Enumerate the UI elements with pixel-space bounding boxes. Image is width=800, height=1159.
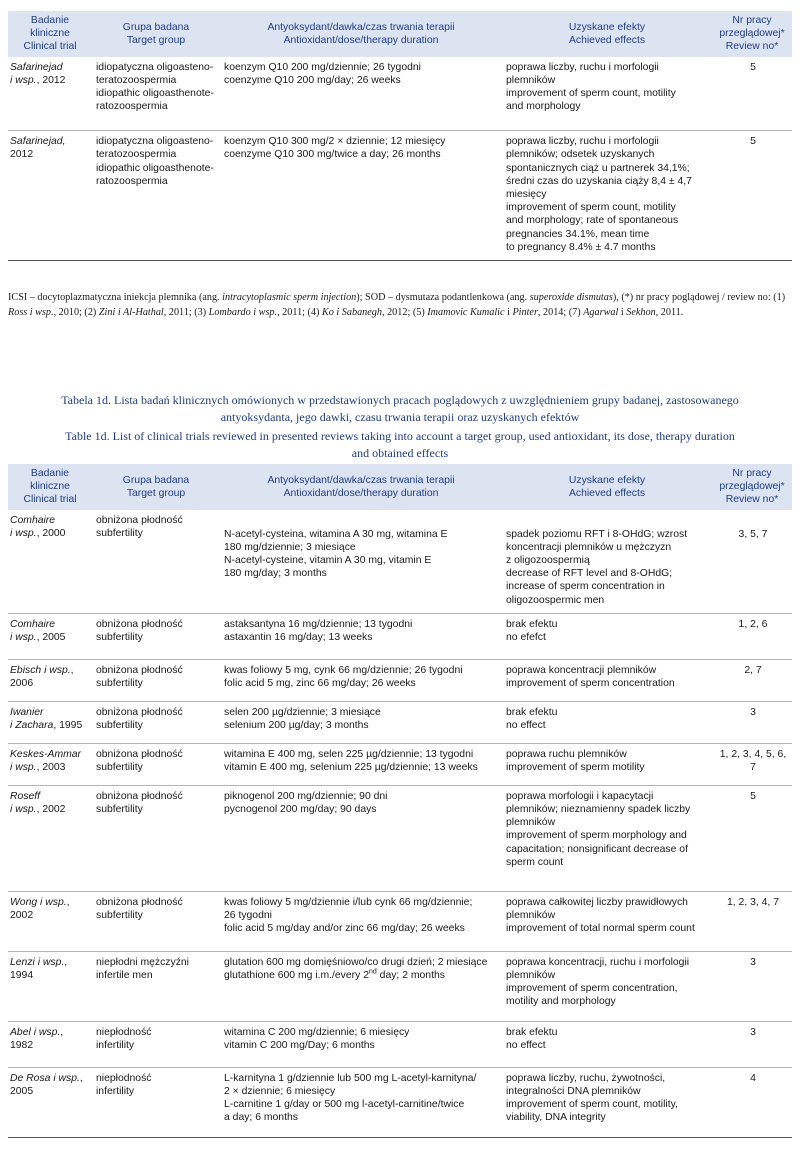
- review-cell: 5: [712, 57, 792, 131]
- header-study: Badanie kliniczne Clinical trial: [8, 11, 92, 57]
- table-row: [8, 1021, 792, 1067]
- group-cell: obniżona płodność subfertility: [92, 659, 220, 701]
- table-footnote: ICSI – docytoplazmatyczna iniekcja plemnika (ang. intracytoplasmic sperm injection); SOD – dysmutaza podantlenkowa (ang. superoxide dismutas), (*) nr pracy poglądowej / review no: (1) Ross i wsp., 2010; (2) Zini i Al-Hathal, 2011; (3) Lombardo i wsp., 2011; (4) Ko i Sabanegh, 2012; (5) Imamovic Kumalic i Pinter, 2014; (7) Agarwal i Sekhon, 2011.: [8, 292, 786, 318]
- table-caption-polish: Tabela 1d. Lista badań klinicznych omówionych w przedstawionych pracach poglądowych z uwzględnieniem grupy badanej, zastosowanego antyoksydanta, jego dawki, czasu trwania terapii oraz uzyskanych efektów: [61, 393, 739, 424]
- study-cell: Comhaire i wsp., 2000: [8, 510, 92, 614]
- review-cell: 4: [712, 1067, 792, 1137]
- review-cell: 1, 2, 3, 4, 5, 6, 7: [712, 743, 792, 785]
- header-antioxidant: Antyoksydant/dawka/czas trwania terapii Antioxidant/dose/therapy duration: [220, 11, 502, 57]
- study-cell: Keskes-Ammar i wsp., 2003: [8, 743, 92, 785]
- review-cell: 5: [712, 785, 792, 891]
- clinical-trials-table-continued: [8, 11, 792, 261]
- antioxidant-cell: L-karnityna 1 g/dziennie lub 500 mg L-acetyl-karnityna/ 2 × dziennie; 6 miesięcy L-carnitine 1 g/day or 500 mg l-acetyl-carnitine/twice a day; 6 months: [220, 1067, 502, 1137]
- header-effects: Uzyskane efekty Achieved effects: [502, 464, 712, 510]
- effects-cell: brak efektu no effect: [502, 1021, 712, 1067]
- table-row: [8, 510, 792, 614]
- review-cell: 3: [712, 1021, 792, 1067]
- study-cell: Safarinejad, 2012: [8, 131, 92, 261]
- effects-cell: poprawa liczby, ruchu i morfologii plemników improvement of sperm count, motility and morphology: [502, 57, 712, 131]
- antioxidant-cell: selen 200 µg/dziennie; 3 miesiące selenium 200 µg/day; 3 months: [220, 701, 502, 743]
- group-cell: obniżona płodność subfertility: [92, 510, 220, 614]
- study-cell: De Rosa i wsp., 2005: [8, 1067, 92, 1137]
- study-cell: Lenzi i wsp., 1994: [8, 951, 92, 1021]
- table-row: [8, 1067, 792, 1137]
- group-cell: obniżona płodność subfertility: [92, 743, 220, 785]
- effects-cell: poprawa ruchu plemników improvement of sperm motility: [502, 743, 712, 785]
- antioxidant-cell: N-acetyl-cysteina, witamina A 30 mg, witamina E 180 mg/dziennie; 3 miesiące N-acetyl-cysteine, vitamin A 30 mg, vitamin E 180 mg/day; 3 months: [220, 510, 502, 614]
- antioxidant-cell: glutation 600 mg domięśniowo/co drugi dzień; 2 miesiące glutathione 600 mg i.m./every 2nd day; 2 months: [220, 951, 502, 1021]
- clinical-trials-table-1d: [8, 464, 792, 1138]
- group-cell: idiopatyczna oligoasteno- teratozoospermia idiopathic oligoasthenote- ratozoospermia: [92, 57, 220, 131]
- review-cell: 1, 2, 6: [712, 613, 792, 659]
- study-cell: Wong i wsp., 2002: [8, 891, 92, 951]
- effects-cell: poprawa liczby, ruchu, żywotności, integralności DNA plemników improvement of sperm count, motility, viability, DNA integrity: [502, 1067, 712, 1137]
- effects-cell: poprawa morfologii i kapacytacji plemników; nieznamienny spadek liczby plemników improvement of sperm morphology and capacitation; nonsignificant decrease of sperm count: [502, 785, 712, 891]
- table-row: [8, 57, 792, 131]
- review-cell: 5: [712, 131, 792, 261]
- effects-cell: poprawa całkowitej liczby prawidłowych plemników improvement of total normal sperm count: [502, 891, 712, 951]
- antioxidant-cell: witamina E 400 mg, selen 225 µg/dziennie; 13 tygodni vitamin E 400 mg, selenium 225 µg/dziennie; 13 weeks: [220, 743, 502, 785]
- group-cell: idiopatyczna oligoasteno- teratozoospermia idiopathic oligoasthenote- ratozoospermia: [92, 131, 220, 261]
- study-cell: Abel i wsp., 1982: [8, 1021, 92, 1067]
- effects-cell: poprawa koncentracji plemników improvement of sperm concentration: [502, 659, 712, 701]
- header-group: Grupa badana Target group: [92, 464, 220, 510]
- table-header-row: [8, 464, 792, 510]
- study-cell: Comhaire i wsp., 2005: [8, 613, 92, 659]
- group-cell: niepłodność infertility: [92, 1021, 220, 1067]
- table-header-row: [8, 11, 792, 57]
- study-cell: Ebisch i wsp., 2006: [8, 659, 92, 701]
- header-study: Badanie kliniczne Clinical trial: [8, 464, 92, 510]
- table-row: [8, 131, 792, 261]
- table-row: [8, 785, 792, 891]
- study-cell: Iwanier i Zachara, 1995: [8, 701, 92, 743]
- review-cell: 1, 2, 3, 4, 7: [712, 891, 792, 951]
- header-antioxidant: Antyoksydant/dawka/czas trwania terapii Antioxidant/dose/therapy duration: [220, 464, 502, 510]
- header-review: Nr pracy przeglądowej* Review no*: [712, 464, 792, 510]
- antioxidant-cell: piknogenol 200 mg/dziennie; 90 dni pycnogenol 200 mg/day; 90 days: [220, 785, 502, 891]
- table-row: [8, 613, 792, 659]
- group-cell: obniżona płodność subfertility: [92, 785, 220, 891]
- group-cell: niepłodność infertility: [92, 1067, 220, 1137]
- table-row: [8, 743, 792, 785]
- effects-cell: poprawa koncentracji, ruchu i morfologii plemników improvement of sperm concentration, motility and morphology: [502, 951, 712, 1021]
- study-cell: Roseff i wsp., 2002: [8, 785, 92, 891]
- antioxidant-cell: koenzym Q10 300 mg/2 × dziennie; 12 miesięcy coenzyme Q10 300 mg/twice a day; 26 months: [220, 131, 502, 261]
- antioxidant-cell: witamina C 200 mg/dziennie; 6 miesięcy vitamin C 200 mg/Day; 6 months: [220, 1021, 502, 1067]
- header-group: Grupa badana Target group: [92, 11, 220, 57]
- antioxidant-cell: koenzym Q10 200 mg/dziennie; 26 tygodni coenzyme Q10 200 mg/day; 26 weeks: [220, 57, 502, 131]
- group-cell: niepłodni mężczyźni infertile men: [92, 951, 220, 1021]
- review-cell: 3: [712, 701, 792, 743]
- antioxidant-cell: kwas foliowy 5 mg, cynk 66 mg/dziennie; 26 tygodni folic acid 5 mg, zinc 66 mg/day; 26 weeks: [220, 659, 502, 701]
- table-row: [8, 659, 792, 701]
- group-cell: obniżona płodność subfertility: [92, 891, 220, 951]
- header-review: Nr pracy przeglądowej* Review no*: [712, 11, 792, 57]
- antioxidant-cell: astaksantyna 16 mg/dziennie; 13 tygodni astaxantin 16 mg/day; 13 weeks: [220, 613, 502, 659]
- antioxidant-cell: kwas foliowy 5 mg/dziennie i/lub cynk 66 mg/dziennie; 26 tygodni folic acid 5 mg/day and/or zinc 66 mg/day; 26 weeks: [220, 891, 502, 951]
- header-effects: Uzyskane efekty Achieved effects: [502, 11, 712, 57]
- table-row: [8, 701, 792, 743]
- review-cell: 2, 7: [712, 659, 792, 701]
- group-cell: obniżona płodność subfertility: [92, 701, 220, 743]
- review-cell: 3: [712, 951, 792, 1021]
- effects-cell: spadek poziomu RFT i 8-OHdG; wzrost koncentracji plemników u mężczyzn z oligozoospermią decrease of RFT level and 8-OHdG; increase of sperm concentration in oligozoospermic men: [502, 510, 712, 614]
- table-row: [8, 891, 792, 951]
- table-caption-english: Table 1d. List of clinical trials reviewed in presented reviews taking into account a target group, used antioxidant, its dose, therapy duration and obtained effects: [65, 429, 735, 460]
- effects-cell: brak efektu no efefct: [502, 613, 712, 659]
- study-cell: Safarinejad i wsp., 2012: [8, 57, 92, 131]
- effects-cell: poprawa liczby, ruchu i morfologii plemników; odsetek uzyskanych spontanicznych ciąż u partnerek 34,1%; średni czas do uzyskania ciąży 8,4 ± 4,7 miesięcy improvement of sperm count, motility and morphology; rate of spontaneous pregnancies 34.1%, mean time to pregnancy 8.4% ± 4.7 months: [502, 131, 712, 261]
- review-cell: 3, 5, 7: [712, 510, 792, 614]
- group-cell: obniżona płodność subfertility: [92, 613, 220, 659]
- effects-cell: brak efektu no effect: [502, 701, 712, 743]
- table-row: [8, 951, 792, 1021]
